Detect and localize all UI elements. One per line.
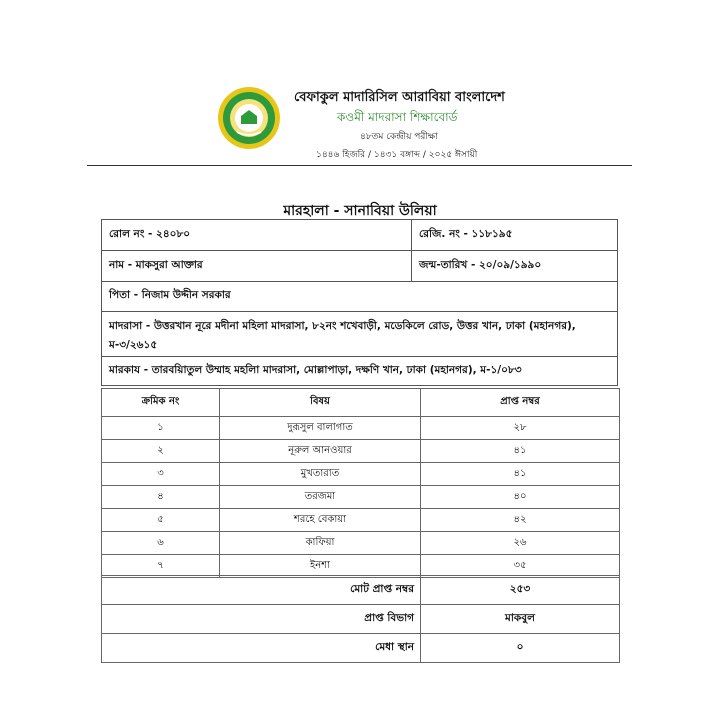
subject-cell: দুরূসুল বালাগাত	[220, 417, 421, 440]
table-row	[102, 417, 620, 440]
total-label: মোট প্রাপ্ত নম্বর	[102, 576, 421, 605]
serial-cell: ২	[102, 440, 220, 463]
serial-cell: ৭	[102, 555, 220, 578]
serial-cell: ৬	[102, 532, 220, 555]
subject-cell: তরজমা	[220, 486, 421, 509]
org-subtitle: কওমী মাদরাসা শিক্ষাবোর্ড	[337, 110, 458, 124]
madrasa-row: মাদরাসা - উত্তরখান নূরে মদীনা মহিলা মাদরাসা, ৮২নং শখেবাড়ী, মডেকিলে রোড, উত্তর খান, ঢাকা (মহানগর), ম-৩/২৬১৫	[101, 311, 618, 357]
roll-number: রোল নং - ২৪০৮০	[109, 227, 191, 240]
serial-cell: ৪	[102, 486, 220, 509]
summary-table	[101, 575, 620, 663]
marks-cell: ৪১	[421, 463, 620, 486]
markaj-row	[101, 356, 618, 386]
marks-header: প্রাপ্ত নম্বর	[421, 389, 620, 417]
total-value: ২৫৩	[421, 576, 620, 605]
merit-value: ০	[421, 634, 620, 663]
serial-cell: ৫	[102, 509, 220, 532]
result-header	[0, 0, 720, 170]
serial-cell: ৩	[102, 463, 220, 486]
table-row	[102, 440, 620, 463]
father-row	[101, 281, 618, 312]
serial-cell: ১	[102, 417, 220, 440]
marks-cell: ৪১	[421, 440, 620, 463]
student-name: নাম - মাকসুরা আক্তার	[109, 258, 203, 271]
exam-name: ৪৮তম কেন্দ্রীয় পরীক্ষা	[360, 132, 438, 142]
date-of-birth: জন্ম-তারিখ - ২০/০৯/১৯৯০	[419, 258, 542, 271]
marks-cell: ৪২	[421, 509, 620, 532]
total-row	[102, 576, 620, 605]
marks-cell: ২৬	[421, 532, 620, 555]
marks-cell: ২৮	[421, 417, 620, 440]
name-dob-row	[101, 250, 618, 282]
division-row	[102, 605, 620, 634]
division-label: প্রাপ্ত বিভাগ	[102, 605, 421, 634]
table-row	[102, 463, 620, 486]
division-value: মাকবুল	[421, 605, 620, 634]
marks-cell: ৩৫	[421, 555, 620, 578]
subject-cell: শরহে বেকায়া	[220, 509, 421, 532]
serial-header: ক্রমিক নং	[102, 389, 220, 417]
merit-label: মেধা স্থান	[102, 634, 421, 663]
header-divider	[87, 165, 632, 166]
org-title: বেফাকুল মাদারিসিল আরাবিয়া বাংলাদেশ	[294, 90, 505, 105]
marks-table	[101, 388, 620, 578]
table-row	[102, 509, 620, 532]
father-name: পিতা - নিজাম উদ্দীন সরকার	[109, 289, 231, 301]
markaj-name: মারকায - তারবয়িাতুল উম্মাহ মহলিা মাদরাসা, মোল্লাপাড়া, দক্ষণি খান, ঢাকা (মহানগর), ম-১/০৮৩	[109, 363, 522, 376]
subject-header: বিষয়	[220, 389, 421, 417]
table-row	[102, 532, 620, 555]
table-row	[102, 486, 620, 509]
board-emblem-icon	[217, 86, 281, 150]
subject-cell: ইনশা	[220, 555, 421, 578]
exam-year: ১৪৪৬ হিজরি / ১৪৩১ বঙ্গাব্দ / ২০২৫ ঈসায়ী	[316, 150, 478, 160]
merit-row	[102, 634, 620, 663]
marhala-title: মারহালা - সানাবিয়া উলিয়া	[283, 203, 437, 219]
roll-reg-row	[101, 219, 618, 251]
subject-cell: নূরুল আনওয়ার	[220, 440, 421, 463]
registration-number: রেজি. নং - ১১৮১৯৫	[419, 227, 513, 240]
subject-cell: কাফিয়া	[220, 532, 421, 555]
marks-cell: ৪০	[421, 486, 620, 509]
subject-cell: মুখতারাত	[220, 463, 421, 486]
marks-header-row	[102, 389, 620, 417]
